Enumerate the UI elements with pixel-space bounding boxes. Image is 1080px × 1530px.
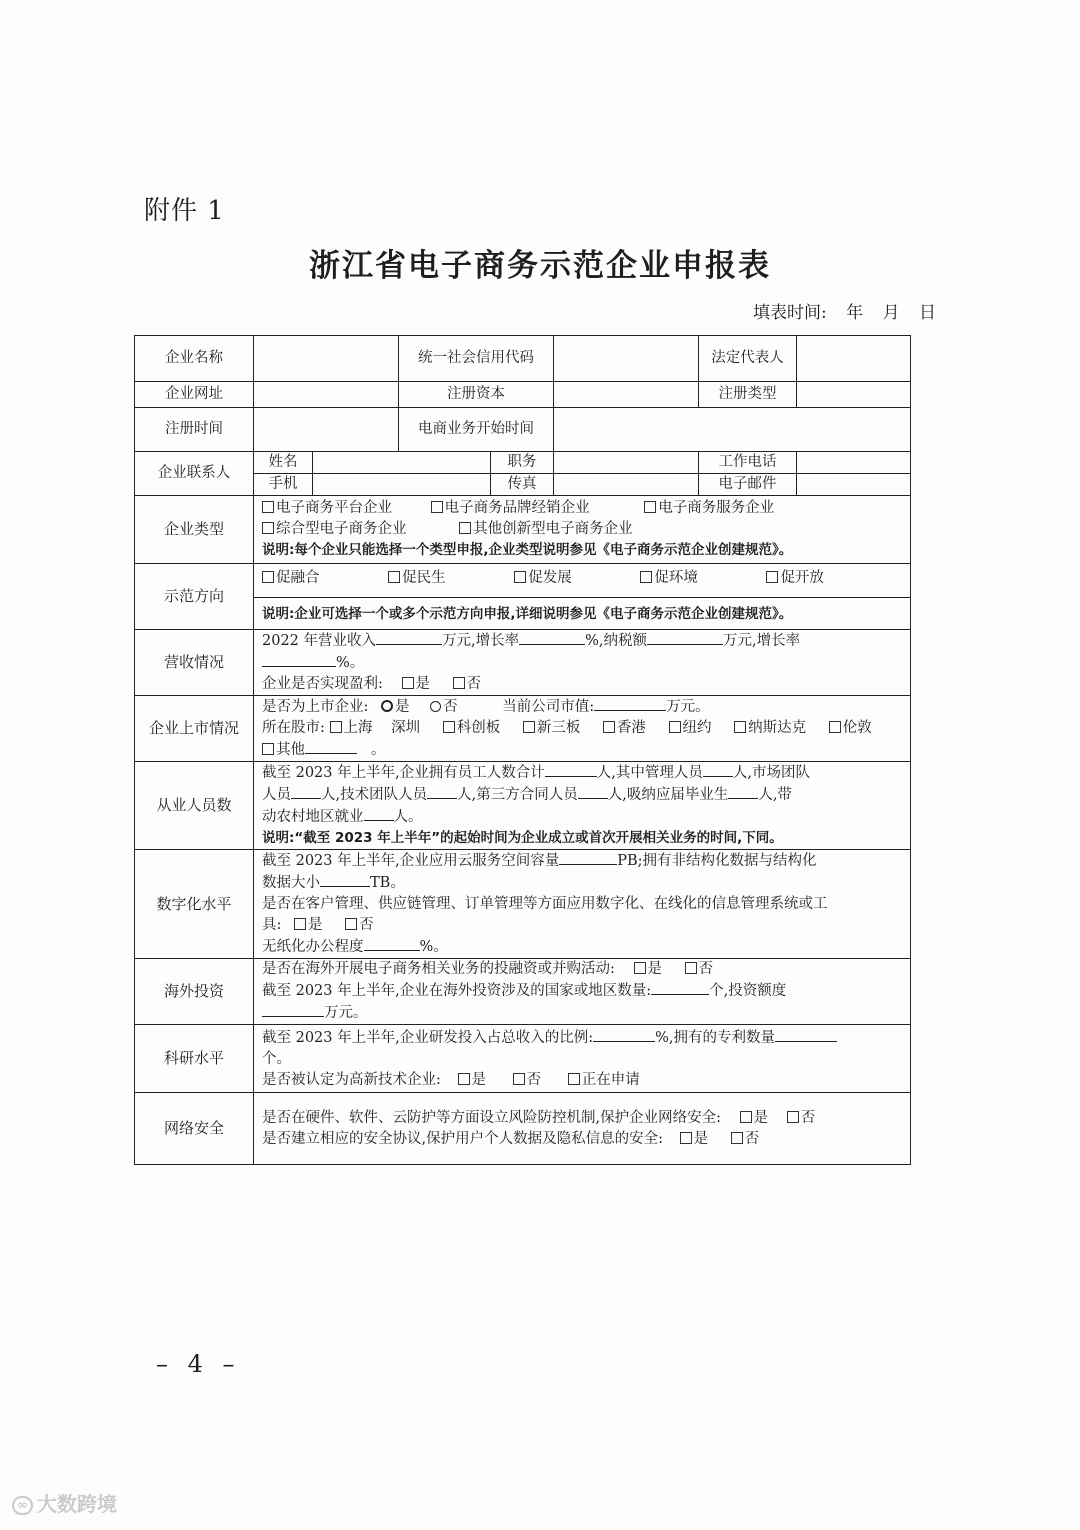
listing-label: 企业上市情况 (135, 696, 254, 762)
reg-type-label: 注册类型 (699, 382, 797, 408)
profit-no-checkbox[interactable]: 否 (453, 676, 482, 692)
reg-type-field[interactable] (797, 382, 911, 408)
checkbox-icon (829, 721, 841, 733)
overseas-investment-label: 海外投资 (135, 959, 254, 1025)
contact-name-field[interactable] (313, 452, 491, 474)
protocol-no-checkbox[interactable]: 否 (731, 1131, 760, 1147)
checkbox-icon (740, 1111, 752, 1123)
type-option-4[interactable]: 综合型电子商务企业 (262, 521, 407, 537)
enterprise-type-note: 说明:每个企业只能选择一个类型申报,企业类型说明参见《电子商务示范企业创建规范》。 (262, 542, 793, 558)
hightech-no-checkbox[interactable]: 否 (513, 1072, 542, 1088)
credit-code-label: 统一社会信用代码 (399, 336, 554, 382)
investment-amount-input[interactable] (262, 1002, 324, 1017)
attachment-label: 附件 1 (144, 196, 225, 226)
paperless-input[interactable] (364, 936, 420, 951)
ec-start-label: 电商业务开始时间 (399, 408, 554, 452)
patent-count-input[interactable] (775, 1027, 837, 1042)
risk-control-yes-checkbox[interactable]: 是 (740, 1110, 769, 1126)
website-field[interactable] (254, 382, 399, 408)
listed-yes-radio[interactable]: 是 (381, 699, 410, 715)
staff-note: 说明:“截至 2023 年上半年”的起始时间为企业成立或首次开展相关业务的时间,下同。 (262, 830, 783, 846)
listing-content: 是否为上市企业: 是 否 当前公司市值: 万元。 所在股市: 上海 深圳 科创板 新三板 香港 纽约 纳斯达克 伦敦 其他 。 (254, 696, 911, 762)
checkbox-icon (388, 571, 400, 583)
rd-ratio-input[interactable] (593, 1027, 655, 1042)
checkbox-icon (731, 1132, 743, 1144)
checkbox-icon (262, 571, 274, 583)
demo-direction-note: 说明:企业可选择一个或多个示范方向申报,详细说明参见《电子商务示范企业创建规范》。 (262, 606, 793, 622)
exchange-option-1[interactable]: 上海 (330, 720, 373, 736)
work-phone-field[interactable] (797, 452, 911, 474)
checkbox-icon (644, 501, 656, 513)
type-option-5[interactable]: 其他创新型电子商务企业 (459, 521, 633, 537)
mobile-label: 手机 (254, 474, 313, 496)
checkbox-icon (453, 677, 465, 689)
ec-start-field[interactable] (554, 408, 911, 452)
type-option-3[interactable]: 电子商务服务企业 (644, 500, 774, 516)
profit-yes-checkbox[interactable]: 是 (402, 676, 431, 692)
direction-option-2[interactable]: 促民生 (388, 570, 446, 586)
watermark: ∞ 大数跨境 (12, 1488, 117, 1517)
checkbox-icon (734, 721, 746, 733)
checkbox-icon (330, 721, 342, 733)
checkbox-icon (402, 677, 414, 689)
reg-time-label: 注册时间 (135, 408, 254, 452)
checkbox-icon (513, 1073, 525, 1085)
type-option-1[interactable]: 电子商务平台企业 (262, 500, 392, 516)
overseas-content: 是否在海外开展电子商务相关业务的投融资或并购活动: 是 否 截至 2023 年上半年,企业在海外投资涉及的国家或地区数量: 个,投资额度 万元。 (254, 959, 911, 1025)
checkbox-icon (640, 571, 652, 583)
contract-staff-input[interactable] (578, 784, 608, 799)
direction-option-3[interactable]: 促发展 (514, 570, 572, 586)
checkbox-icon (568, 1073, 580, 1085)
research-level-label: 科研水平 (135, 1025, 254, 1093)
exchange-option-4[interactable]: 新三板 (523, 720, 581, 736)
direction-option-5[interactable]: 促开放 (766, 570, 824, 586)
revenue-label: 营收情况 (135, 630, 254, 696)
demo-direction-label: 示范方向 (135, 564, 254, 630)
page-number: – 4 – (156, 1350, 241, 1378)
enterprise-type-label: 企业类型 (135, 496, 254, 564)
management-staff-input[interactable] (703, 762, 733, 777)
other-exchange-input[interactable] (305, 739, 357, 754)
tax-growth-input[interactable] (262, 652, 336, 667)
legal-rep-field[interactable] (797, 336, 911, 382)
company-name-field[interactable] (254, 336, 399, 382)
fax-label: 传真 (491, 474, 554, 496)
checkbox-icon (514, 571, 526, 583)
checkbox-icon (431, 501, 443, 513)
checkbox-icon (443, 721, 455, 733)
market-staff-input[interactable] (291, 784, 321, 799)
exchange-option-6[interactable]: 纽约 (669, 720, 712, 736)
revenue-growth-input[interactable] (519, 630, 585, 645)
digital-level-label: 数字化水平 (135, 850, 254, 959)
checkbox-icon (634, 962, 646, 974)
tax-input[interactable] (647, 630, 723, 645)
hightech-yes-checkbox[interactable]: 是 (458, 1072, 487, 1088)
countries-count-input[interactable] (651, 980, 709, 995)
research-content: 截至 2023 年上半年,企业研发投入占总收入的比例: %,拥有的专利数量 个。 是否被认定为高新技术企业: 是 否 正在申请 (254, 1025, 911, 1093)
email-field[interactable] (797, 474, 911, 496)
checkbox-icon (603, 721, 615, 733)
legal-rep-label: 法定代表人 (699, 336, 797, 382)
checkbox-icon (766, 571, 778, 583)
contact-label: 企业联系人 (135, 452, 254, 496)
exchange-option-other[interactable]: 其他 (262, 742, 305, 758)
email-label: 电子邮件 (699, 474, 797, 496)
rural-employment-input[interactable] (364, 806, 394, 821)
fax-field[interactable] (554, 474, 699, 496)
exchange-option-2[interactable]: 深圳 (391, 720, 421, 736)
overseas-no-checkbox[interactable]: 否 (685, 961, 714, 977)
checkbox-icon (294, 918, 306, 930)
contact-name-label: 姓名 (254, 452, 313, 474)
market-value-input[interactable] (594, 696, 666, 711)
security-content: 是否在硬件、软件、云防护等方面设立风险防控机制,保护企业网络安全: 是 否 是否建立相应的安全协议,保护用户个人数据及隐私信息的安全: 是 否 (254, 1093, 911, 1165)
radio-selected-icon (381, 700, 393, 712)
fill-time: 填表时间: 年 月 日 (753, 303, 936, 323)
type-option-2[interactable]: 电子商务品牌经销企业 (431, 500, 590, 516)
direction-option-4[interactable]: 促环境 (640, 570, 698, 586)
checkbox-icon (680, 1132, 692, 1144)
application-form-table (134, 335, 911, 1165)
checkbox-icon (262, 501, 274, 513)
direction-option-1[interactable]: 促融合 (262, 570, 320, 586)
checkbox-icon (459, 522, 471, 534)
checkbox-icon (262, 743, 274, 755)
position-field[interactable] (554, 452, 699, 474)
checkbox-icon (685, 962, 697, 974)
exchange-option-3[interactable]: 科创板 (443, 720, 501, 736)
tech-staff-input[interactable] (427, 784, 457, 799)
company-name-label: 企业名称 (135, 336, 254, 382)
website-label: 企业网址 (135, 382, 254, 408)
staff-count-label: 从业人员数 (135, 762, 254, 850)
mobile-field[interactable] (313, 474, 491, 496)
revenue-content: 2022 年营业收入 万元,增长率 %,纳税额 万元,增长率 %。 企业是否实现盈利: 是 否 (254, 630, 911, 696)
risk-control-no-checkbox[interactable]: 否 (787, 1110, 816, 1126)
work-phone-label: 工作电话 (699, 452, 797, 474)
hightech-applying-checkbox[interactable]: 正在申请 (568, 1072, 640, 1088)
exchange-option-8[interactable]: 伦敦 (829, 720, 872, 736)
cloud-capacity-input[interactable] (559, 850, 617, 865)
enterprise-type-options (254, 496, 911, 564)
listed-no-radio[interactable]: 否 (430, 699, 458, 715)
protocol-yes-checkbox[interactable]: 是 (680, 1131, 709, 1147)
reg-capital-label: 注册资本 (399, 382, 554, 408)
staff-content: 截至 2023 年上半年,企业拥有员工人数合计 人,其中管理人员 人,市场团队 人员 人,技术团队人员 人,第三方合同人员 人,吸纳应届毕业生 人,带 动农村地区就业 人。 说明:“截至 2023 年上半年”的起始时间为企业成立或首次开展相关业务的时间,下同。 (254, 762, 911, 850)
checkbox-icon (787, 1111, 799, 1123)
revenue-input[interactable] (376, 630, 442, 645)
watermark-logo-icon: ∞ (12, 1496, 33, 1515)
total-staff-input[interactable] (545, 762, 597, 777)
digital-yes-checkbox[interactable]: 是 (294, 917, 323, 933)
digital-content: 截至 2023 年上半年,企业应用云服务空间容量 PB;拥有非结构化数据与结构化 数据大小 TB。 是否在客户管理、供应链管理、订单管理等方面应用数字化、在线化的信息管理系统或工 具: 是 否 无纸化办公程度 %。 (254, 850, 911, 959)
digital-no-checkbox[interactable]: 否 (345, 917, 374, 933)
checkbox-icon (345, 918, 357, 930)
graduates-input[interactable] (728, 784, 758, 799)
checkbox-icon (458, 1073, 470, 1085)
reg-capital-field[interactable] (554, 382, 699, 408)
exchange-option-5[interactable]: 香港 (603, 720, 646, 736)
overseas-yes-checkbox[interactable]: 是 (634, 961, 663, 977)
reg-time-field[interactable] (254, 408, 399, 452)
credit-code-field[interactable] (554, 336, 699, 382)
data-size-input[interactable] (320, 872, 370, 887)
demo-direction-options (254, 564, 911, 630)
checkbox-icon (523, 721, 535, 733)
form-title: 浙江省电子商务示范企业申报表 (309, 248, 771, 284)
checkbox-icon (669, 721, 681, 733)
exchange-option-7[interactable]: 纳斯达克 (734, 720, 806, 736)
network-security-label: 网络安全 (135, 1093, 254, 1165)
position-label: 职务 (491, 452, 554, 474)
checkbox-icon (262, 522, 274, 534)
radio-icon (430, 701, 441, 712)
